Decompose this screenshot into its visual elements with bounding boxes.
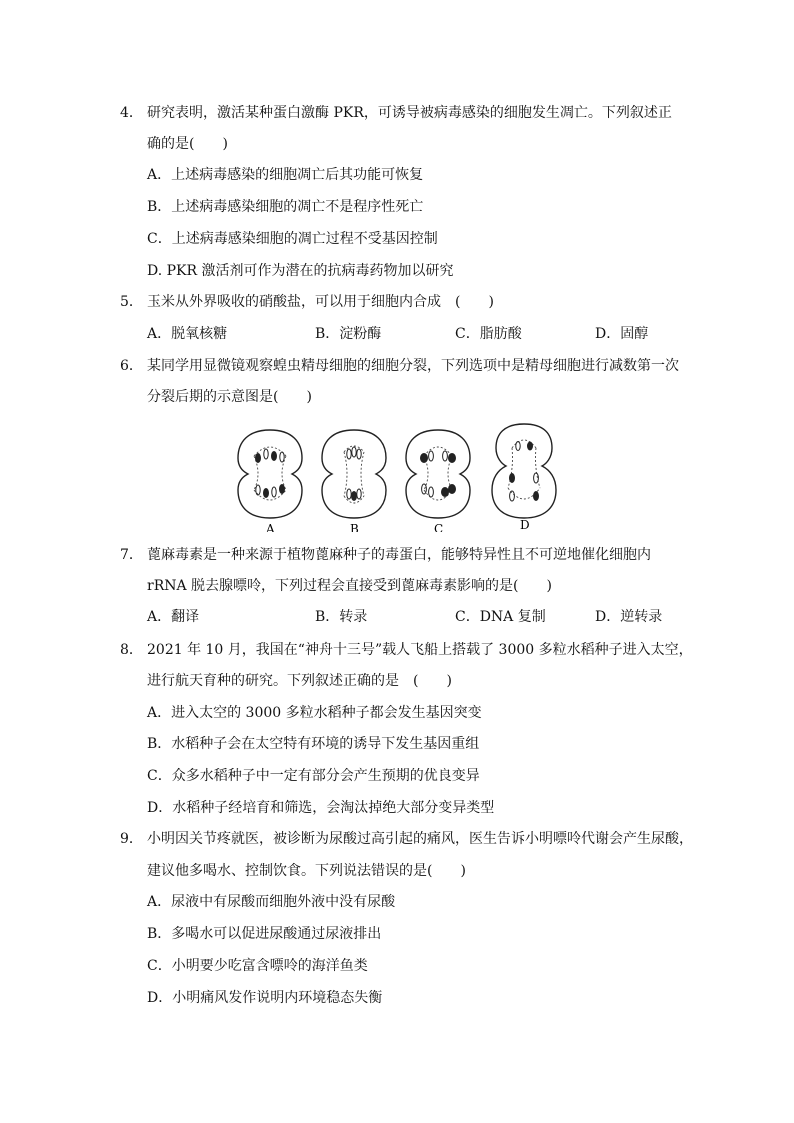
option-a: A．上述病毒感染的细胞凋亡后其功能可恢复 <box>147 167 424 183</box>
cell-b <box>322 430 386 532</box>
option-b: B．多喝水可以促进尿酸通过尿液排出 <box>147 926 382 942</box>
option-c: C．小明要少吃富含嘌呤的海洋鱼类 <box>147 958 368 974</box>
option-d: D．水稻种子经培育和筛选，会淘汰掉绝大部分变异类型 <box>147 800 495 816</box>
question-number: 5． <box>120 294 143 310</box>
question-stem-line: 研究表明，激活某种蛋白激酶 PKR，可诱导被病毒感染的细胞发生凋亡。下列叙述正 <box>147 105 672 121</box>
question-stem-line: 某同学用显微镜观察蝗虫精母细胞的细胞分裂，下列选项中是精母细胞进行减数第一次 <box>147 358 679 374</box>
question-stem-line: 确的是( ) <box>147 136 228 152</box>
question-stem-line: 分裂后期的示意图是( ) <box>147 389 312 405</box>
figure-label-a: A <box>266 522 275 532</box>
option-d: D. PKR 激活剂可作为潜在的抗病毒药物加以研究 <box>147 263 454 279</box>
cell-c <box>406 430 470 532</box>
cell-a <box>238 430 302 532</box>
question-stem-line: 建议他多喝水、控制饮食。下列说法错误的是( ) <box>147 863 466 879</box>
option-b: B．水稻种子会在太空特有环境的诱导下发生基因重组 <box>147 736 480 752</box>
question-number: 7． <box>120 547 143 563</box>
option-b: B．淀粉酶 <box>315 326 382 342</box>
option-b: B．转录 <box>315 609 368 625</box>
question-stem-line: 进行航天育种的研究。下列叙述正确的是 ( ) <box>147 673 452 689</box>
figure-label-b: B <box>350 522 359 532</box>
question-stem-line: rRNA 脱去腺嘌呤，下列过程会直接受到蓖麻毒素影响的是( ) <box>147 578 552 594</box>
option-a: A．尿液中有尿酸而细胞外液中没有尿酸 <box>147 894 396 910</box>
option-a: A．翻译 <box>147 609 200 625</box>
option-d: D．小明痛风发作说明内环境稳态失衡 <box>147 990 383 1006</box>
cell-division-figure <box>232 422 562 532</box>
cell-d <box>492 424 556 532</box>
option-a: A．进入太空的 3000 多粒水稻种子都会发生基因突变 <box>147 705 482 721</box>
option-a: A．脱氧核糖 <box>147 326 228 342</box>
question-number: 9． <box>120 831 143 847</box>
cell-division-diagrams <box>232 422 562 532</box>
option-c: C．上述病毒感染细胞的凋亡过程不受基因控制 <box>147 231 438 247</box>
option-c: C．DNA 复制 <box>455 609 546 625</box>
option-c: C．众多水稻种子中一定有部分会产生预期的优良变异 <box>147 768 480 784</box>
question-number: 8． <box>120 642 143 658</box>
question-stem-line: 2021 年 10 月，我国在“神舟十三号”载人飞船上搭载了 3000 多粒水稻种子进入太空， <box>147 642 693 658</box>
option-b: B．上述病毒感染细胞的凋亡不是程序性死亡 <box>147 199 424 215</box>
question-stem-line: 蓖麻毒素是一种来源于植物蓖麻种子的毒蛋白，能够特异性且不可逆地催化细胞内 <box>147 547 651 563</box>
figure-label-c: C <box>434 522 444 532</box>
figure-label-d: D <box>520 518 530 532</box>
option-d: D．固醇 <box>595 326 649 342</box>
question-stem-line: 玉米从外界吸收的硝酸盐，可以用于细胞内合成 ( ) <box>147 294 494 310</box>
question-number: 4． <box>120 105 143 121</box>
option-c: C．脂肪酸 <box>455 326 522 342</box>
option-d: D．逆转录 <box>595 609 663 625</box>
question-stem-line: 小明因关节疼就医，被诊断为尿酸过高引起的痛风，医生告诉小明嘌呤代谢会产生尿酸， <box>147 831 693 847</box>
question-number: 6． <box>120 358 143 374</box>
